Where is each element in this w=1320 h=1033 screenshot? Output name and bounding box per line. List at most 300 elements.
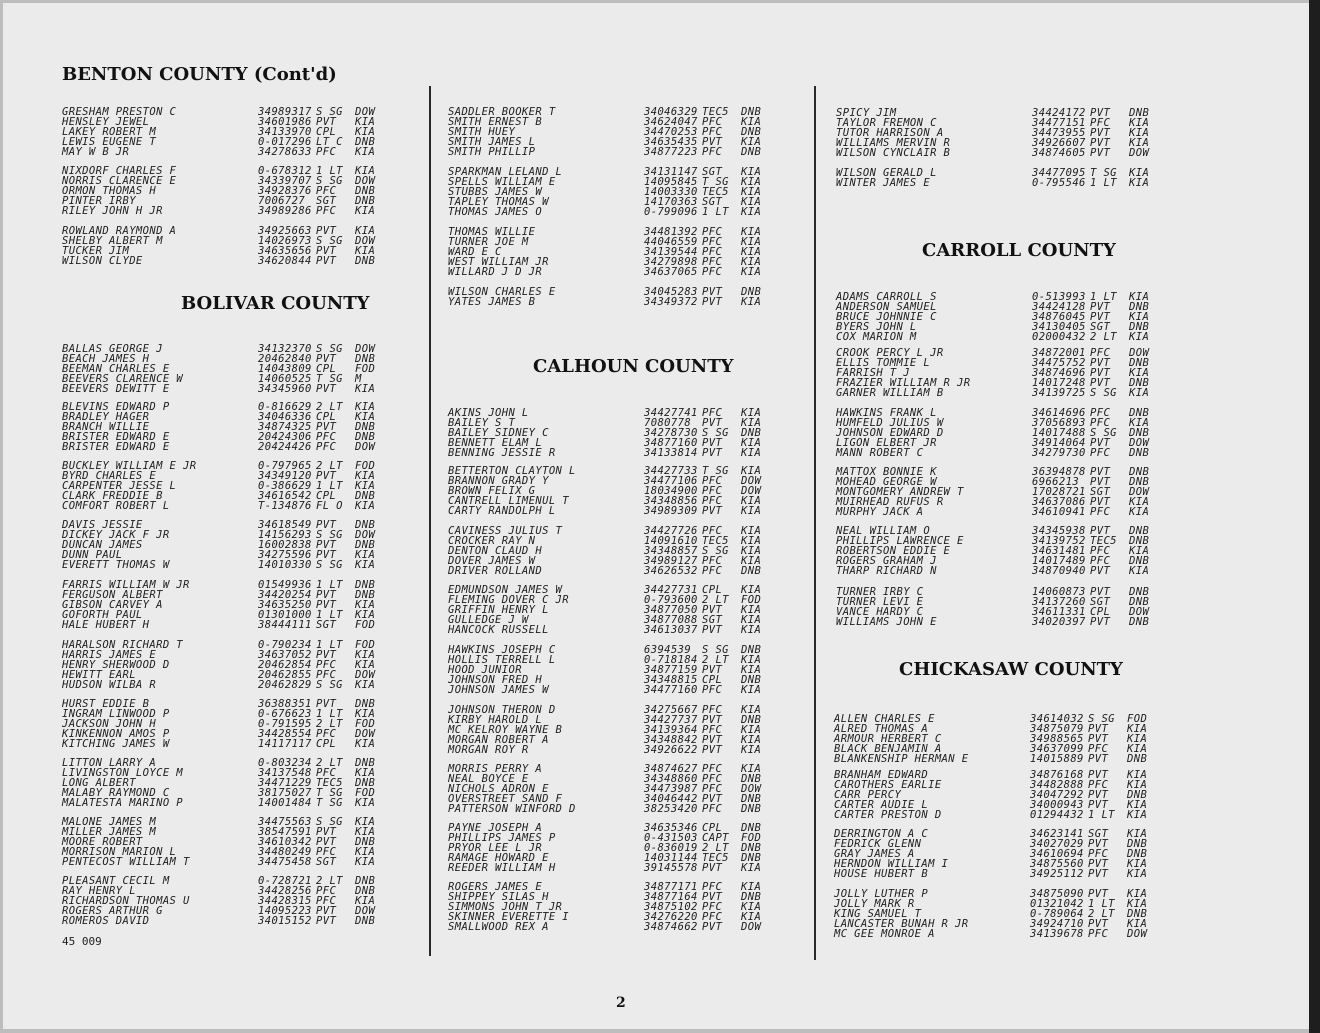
roster-rank: PFC	[316, 669, 337, 681]
roster-serial: 20424426	[258, 441, 312, 453]
roster-rank: PVT	[702, 734, 723, 746]
roster-serial: 34477151	[1032, 117, 1086, 129]
roster-serial: 34872001	[1032, 347, 1086, 359]
roster-status: KIA	[741, 186, 762, 198]
roster-name: HANCOCK RUSSELL	[448, 624, 549, 636]
roster-rank: PVT	[702, 793, 723, 805]
roster-serial: 7006727	[258, 195, 306, 207]
roster-name: WILSON CYNCLAIR B	[836, 147, 951, 159]
roster-serial: 0-728721	[258, 875, 312, 887]
section-title-carroll: CARROLL COUNTY	[922, 240, 1116, 261]
roster-rank: 1 LT	[316, 480, 343, 492]
roster-name: NICHOLS ADRON E	[448, 783, 549, 795]
roster-serial: 34139678	[1030, 928, 1084, 940]
roster-status: DNB	[1129, 107, 1150, 119]
roster-status: FOD	[741, 594, 762, 606]
roster-serial: 34877050	[644, 604, 698, 616]
roster-status: M	[355, 373, 362, 385]
roster-status: FOD	[1127, 713, 1148, 725]
roster-serial: 34046442	[644, 793, 698, 805]
roster-status: KIA	[1127, 809, 1148, 821]
roster-status: DNB	[1129, 555, 1150, 567]
roster-status: KIA	[1127, 868, 1148, 880]
roster-serial: 34279730	[1032, 447, 1086, 459]
roster-status: DOW	[355, 669, 376, 681]
roster-serial: 34877164	[644, 891, 698, 903]
roster-name: PHILLIPS LAWRENCE E	[836, 535, 964, 547]
roster-serial: 0-816629	[258, 401, 312, 413]
roster-serial: 34989127	[644, 555, 698, 567]
roster-name: BENNETT ELAM L	[448, 437, 543, 449]
roster-name: MOHEAD GEORGE W	[836, 476, 937, 488]
roster-status: KIA	[355, 480, 376, 492]
roster-rank: S SG	[316, 679, 343, 691]
roster-serial: 38253420	[644, 803, 698, 815]
roster-serial: 0-676623	[258, 708, 312, 720]
roster-name: TUCKER JIM	[62, 245, 130, 257]
roster-name: LIVINGSTON LOYCE M	[62, 767, 183, 779]
roster-status: DNB	[355, 490, 376, 502]
roster-rank: S SG	[316, 175, 343, 187]
roster-serial: 34610694	[1030, 848, 1084, 860]
roster-status: KIA	[741, 256, 762, 268]
roster-status: KIA	[741, 911, 762, 923]
roster-name: HEWITT EARL	[62, 669, 136, 681]
roster-serial: 34611331	[1032, 606, 1086, 618]
roster-rank: 1 LT	[1090, 291, 1117, 303]
roster-serial: 34339707	[258, 175, 312, 187]
roster-status: KIA	[741, 176, 762, 188]
roster-serial: 14017489	[1032, 555, 1086, 567]
roster-name: ROGERS ARTHUR G	[62, 905, 163, 917]
roster-name: ROGERS GRAHAM J	[836, 555, 937, 567]
roster-name: GIBSON CARVEY A	[62, 599, 163, 611]
roster-name: MOORE ROBERT	[62, 836, 143, 848]
roster-status: KIA	[741, 654, 762, 666]
roster-status: KIA	[741, 465, 762, 477]
roster-serial: 0-793600	[644, 594, 698, 606]
roster-rank: PVT	[702, 604, 723, 616]
roster-rank: PFC	[702, 226, 723, 238]
roster-name: GOFORTH PAUL	[62, 609, 143, 621]
roster-name: ROWLAND RAYMOND A	[62, 225, 177, 237]
roster-name: MORGAN ROY R	[448, 744, 529, 756]
roster-rank: PVT	[1090, 616, 1111, 628]
roster-rank: PVT	[702, 664, 723, 676]
roster-name: STUBBS JAMES W	[448, 186, 543, 198]
roster-name: COX MARION M	[836, 331, 917, 343]
roster-status: KIA	[741, 744, 762, 756]
roster-rank: PFC	[1088, 928, 1109, 940]
roster-name: PHILLIPS JAMES P	[448, 832, 556, 844]
roster-rank: PVT	[1090, 357, 1111, 369]
roster-serial: 34877223	[644, 146, 698, 158]
roster-name: SPELLS WILLIAM E	[448, 176, 556, 188]
roster-status: KIA	[355, 470, 376, 482]
roster-name: HARRIS JAMES E	[62, 649, 157, 661]
roster-serial: 14060873	[1032, 586, 1086, 598]
roster-status: DNB	[741, 146, 762, 158]
roster-serial: 34471229	[258, 777, 312, 789]
roster-serial: 37056893	[1032, 417, 1086, 429]
roster-name: KINKENNON AMOS P	[62, 728, 170, 740]
roster-name: MORRIS PERRY A	[448, 763, 543, 775]
roster-name: MC GEE MONROE A	[834, 928, 935, 940]
roster-name: JOHNSON EDWARD D	[836, 427, 944, 439]
roster-rank: PFC	[702, 565, 723, 577]
roster-rank: CPL	[702, 674, 723, 686]
roster-serial: 01301000	[258, 609, 312, 621]
roster-serial: 34139364	[644, 724, 698, 736]
roster-serial: 34473955	[1032, 127, 1086, 139]
roster-status: KIA	[741, 437, 762, 449]
roster-serial: 34925112	[1030, 868, 1084, 880]
roster-status: KIA	[741, 226, 762, 238]
roster-status: DNB	[741, 822, 762, 834]
roster-name: DUNN PAUL	[62, 549, 123, 561]
roster-rank: 2 LT	[702, 594, 729, 606]
roster-status: DOW	[1129, 606, 1150, 618]
roster-serial: 14095845	[644, 176, 698, 188]
roster-name: MATTOX BONNIE K	[836, 466, 937, 478]
roster-name: WILSON CHARLES E	[448, 286, 556, 298]
roster-name: ELLIS TOMMIE L	[836, 357, 931, 369]
roster-serial: 34876168	[1030, 769, 1084, 781]
roster-name: HOOD JUNIOR	[448, 664, 522, 676]
roster-status: KIA	[741, 495, 762, 507]
roster-serial: 34610941	[1032, 506, 1086, 518]
roster-name: JOLLY LUTHER P	[834, 888, 929, 900]
roster-status: DNB	[1127, 848, 1148, 860]
roster-rank: SGT	[316, 195, 337, 207]
roster-serial: 14043809	[258, 363, 312, 375]
roster-name: BAILEY SIDNEY C	[448, 427, 549, 439]
roster-status: KIA	[741, 196, 762, 208]
roster-name: LANCASTER BUNAH R JR	[834, 918, 969, 930]
roster-status: KIA	[741, 624, 762, 636]
roster-serial: 7080778	[644, 417, 692, 429]
roster-rank: S SG	[316, 559, 343, 571]
roster-status: DNB	[1129, 525, 1150, 537]
roster-name: HERNDON WILLIAM I	[834, 858, 949, 870]
roster-name: EVERETT THOMAS W	[62, 559, 170, 571]
roster-rank: PVT	[316, 353, 337, 365]
roster-status: DNB	[355, 915, 376, 927]
roster-serial: 34989317	[258, 106, 312, 118]
roster-status: KIA	[355, 146, 376, 158]
roster-name: PLEASANT CECIL M	[62, 875, 170, 887]
roster-serial: 20462829	[258, 679, 312, 691]
roster-status: KIA	[741, 881, 762, 893]
roster-status: KIA	[741, 734, 762, 746]
roster-status: DNB	[1129, 427, 1150, 439]
roster-name: SKINNER EVERETTE I	[448, 911, 569, 923]
roster-serial: 34139752	[1032, 535, 1086, 547]
roster-serial: 14015889	[1030, 753, 1084, 765]
roster-name: RAY HENRY L	[62, 885, 136, 897]
roster-name: BAILEY S T	[448, 417, 516, 429]
section-title-chickasaw: CHICKASAW COUNTY	[899, 659, 1123, 680]
roster-name: BUCKLEY WILLIAM E JR	[62, 460, 197, 472]
roster-status: DNB	[1129, 476, 1150, 488]
roster-rank: PFC	[702, 246, 723, 258]
roster-status: DNB	[741, 773, 762, 785]
roster-serial: 34139544	[644, 246, 698, 258]
roster-serial: T-134876	[258, 500, 312, 512]
roster-name: OVERSTREET SAND F	[448, 793, 563, 805]
roster-rank: PFC	[1088, 779, 1109, 791]
roster-rank: SGT	[316, 619, 337, 631]
roster-serial: 34477160	[644, 684, 698, 696]
roster-rank: PVT	[1090, 466, 1111, 478]
roster-serial: 34618549	[258, 519, 312, 531]
roster-serial: 34926622	[644, 744, 698, 756]
roster-status: DNB	[355, 836, 376, 848]
roster-serial: 34480249	[258, 846, 312, 858]
roster-name: HAWKINS JOSEPH C	[448, 644, 556, 656]
roster-serial: 34427733	[644, 465, 698, 477]
roster-rank: PVT	[316, 383, 337, 395]
roster-status: KIA	[355, 116, 376, 128]
roster-serial: 34614032	[1030, 713, 1084, 725]
roster-serial: 0-797965	[258, 460, 312, 472]
roster-rank: PFC	[316, 846, 337, 858]
roster-name: RAMAGE HOWARD E	[448, 852, 549, 864]
roster-rank: T SG	[316, 787, 343, 799]
roster-status: DOW	[741, 475, 762, 487]
roster-rank: PVT	[1088, 799, 1109, 811]
roster-rank: PVT	[316, 836, 337, 848]
roster-serial: 34624047	[644, 116, 698, 128]
roster-rank: PVT	[702, 417, 723, 429]
roster-rank: PVT	[316, 225, 337, 237]
roster-name: FRAZIER WILLIAM R JR	[836, 377, 971, 389]
roster-rank: T SG	[1090, 167, 1117, 179]
roster-status: DNB	[1129, 321, 1150, 333]
roster-rank: PFC	[316, 146, 337, 158]
roster-status: DNB	[355, 757, 376, 769]
roster-serial: 34130405	[1032, 321, 1086, 333]
roster-status: DNB	[741, 674, 762, 686]
roster-serial: 17028721	[1032, 486, 1086, 498]
roster-serial: 34635250	[258, 599, 312, 611]
roster-name: MILLER JAMES M	[62, 826, 157, 838]
roster-name: SHELBY ALBERT M	[62, 235, 163, 247]
roster-serial: 14091610	[644, 535, 698, 547]
roster-status: KIA	[355, 649, 376, 661]
roster-rank: 2 LT	[316, 401, 343, 413]
roster-serial: 34139725	[1032, 387, 1086, 399]
roster-status: KIA	[741, 724, 762, 736]
roster-status: KIA	[355, 549, 376, 561]
roster-serial: 34601986	[258, 116, 312, 128]
roster-serial: 34475563	[258, 816, 312, 828]
roster-rank: PFC	[702, 116, 723, 128]
roster-status: FOD	[355, 460, 376, 472]
roster-status: KIA	[741, 535, 762, 547]
roster-status: DOW	[1127, 928, 1148, 940]
roster-name: GRIFFIN HENRY L	[448, 604, 549, 616]
roster-rank: PFC	[316, 885, 337, 897]
roster-serial: 34279898	[644, 256, 698, 268]
roster-rank: PVT	[316, 649, 337, 661]
roster-rank: PVT	[702, 624, 723, 636]
roster-status: KIA	[355, 856, 376, 868]
roster-serial: 34877160	[644, 437, 698, 449]
roster-name: SADDLER BOOKER T	[448, 106, 556, 118]
roster-status: KIA	[355, 411, 376, 423]
roster-status: DOW	[1129, 437, 1150, 449]
roster-serial: 34481392	[644, 226, 698, 238]
roster-rank: PVT	[1088, 838, 1109, 850]
roster-name: REEDER WILLIAM H	[448, 862, 556, 874]
roster-status: DNB	[1129, 447, 1150, 459]
roster-serial: 34427726	[644, 525, 698, 537]
roster-name: MORRISON MARION L	[62, 846, 177, 858]
roster-name: DUNCAN JAMES	[62, 539, 143, 551]
roster-name: INGRAM LINWOOD P	[62, 708, 170, 720]
roster-status: DNB	[741, 714, 762, 726]
roster-serial: 34637086	[1032, 496, 1086, 508]
roster-serial: 34870940	[1032, 565, 1086, 577]
roster-rank: SGT	[702, 614, 723, 626]
roster-rank: PVT	[1088, 888, 1109, 900]
roster-status: KIA	[741, 604, 762, 616]
roster-rank: CPL	[316, 126, 337, 138]
roster-name: BROWN FELIX G	[448, 485, 536, 497]
roster-name: DENTON CLAUD H	[448, 545, 543, 557]
roster-serial: 14017488	[1032, 427, 1086, 439]
roster-rank: PVT	[702, 447, 723, 459]
roster-rank: S SG	[1090, 427, 1117, 439]
roster-name: PINTER IRBY	[62, 195, 136, 207]
roster-serial: 34137548	[258, 767, 312, 779]
roster-status: FOD	[355, 787, 376, 799]
roster-rank: PVT	[1088, 918, 1109, 930]
roster-status: KIA	[355, 895, 376, 907]
roster-serial: 14060525	[258, 373, 312, 385]
roster-serial: 0-017296	[258, 136, 312, 148]
roster-serial: 34626532	[644, 565, 698, 577]
roster-serial: 34637099	[1030, 743, 1084, 755]
roster-name: BRADLEY HAGER	[62, 411, 150, 423]
roster-rank: PFC	[702, 475, 723, 487]
roster-serial: 34623141	[1030, 828, 1084, 840]
roster-serial: 14095223	[258, 905, 312, 917]
roster-rank: PFC	[1090, 506, 1111, 518]
roster-serial: 34345960	[258, 383, 312, 395]
roster-name: THARP RICHARD N	[836, 565, 937, 577]
roster-serial: 01294432	[1030, 809, 1084, 821]
roster-status: KIA	[1129, 565, 1150, 577]
roster-rank: PFC	[702, 783, 723, 795]
roster-rank: PFC	[1090, 407, 1111, 419]
roster-rank: SGT	[316, 856, 337, 868]
roster-status: KIA	[741, 236, 762, 248]
roster-rank: SGT	[702, 196, 723, 208]
roster-serial: 14031144	[644, 852, 698, 864]
roster-name: WILSON GERALD L	[836, 167, 937, 179]
roster-status: DNB	[355, 255, 376, 267]
roster-serial: 34989286	[258, 205, 312, 217]
roster-rank: CPL	[1090, 606, 1111, 618]
roster-serial: 34614696	[1032, 407, 1086, 419]
roster-rank: CPL	[316, 363, 337, 375]
roster-status: DNB	[741, 106, 762, 118]
roster-status: DNB	[741, 852, 762, 864]
roster-status: KIA	[741, 704, 762, 716]
roster-name: JOHNSON THERON D	[448, 704, 556, 716]
roster-serial: 14001484	[258, 797, 312, 809]
roster-rank: S SG	[316, 529, 343, 541]
roster-status: DOW	[355, 106, 376, 118]
roster-status: DOW	[1129, 347, 1150, 359]
roster-rank: PVT	[702, 921, 723, 933]
roster-name: CARPENTER JESSE L	[62, 480, 177, 492]
roster-name: JOHNSON FRED H	[448, 674, 543, 686]
roster-name: BYERS JOHN L	[836, 321, 917, 333]
roster-status: FOD	[355, 619, 376, 631]
section-title-bolivar: BOLIVAR COUNTY	[181, 293, 370, 314]
roster-status: KIA	[741, 136, 762, 148]
roster-rank: PFC	[702, 911, 723, 923]
roster-name: NORRIS CLARENCE E	[62, 175, 177, 187]
roster-rank: PFC	[702, 485, 723, 497]
roster-status: KIA	[355, 205, 376, 217]
roster-name: SMITH ERNEST B	[448, 116, 543, 128]
roster-name: PENTECOST WILLIAM T	[62, 856, 190, 868]
roster-status: DNB	[1129, 616, 1150, 628]
roster-serial: 34635346	[644, 822, 698, 834]
roster-rank: TEC5	[702, 852, 729, 864]
roster-serial: 34424128	[1032, 301, 1086, 313]
roster-rank: S SG	[316, 343, 343, 355]
roster-name: HAWKINS FRANK L	[836, 407, 937, 419]
roster-serial: 38175027	[258, 787, 312, 799]
roster-status: KIA	[1127, 858, 1148, 870]
roster-rank: PVT	[702, 505, 723, 517]
roster-name: SHIPPEY SILAS H	[448, 891, 549, 903]
roster-status: DOW	[1129, 147, 1150, 159]
roster-serial: 34613037	[644, 624, 698, 636]
roster-name: TURNER LEVI E	[836, 596, 924, 608]
roster-serial: 0-789064	[1030, 908, 1084, 920]
roster-rank: CPL	[702, 822, 723, 834]
roster-name: GRAY JAMES A	[834, 848, 915, 860]
roster-status: KIA	[355, 126, 376, 138]
roster-status: KIA	[741, 684, 762, 696]
roster-serial: 34877171	[644, 881, 698, 893]
roster-serial: 36388351	[258, 698, 312, 710]
roster-serial: 34027029	[1030, 838, 1084, 850]
roster-rank: PFC	[1090, 447, 1111, 459]
roster-rank: PFC	[702, 881, 723, 893]
roster-serial: 6394539	[644, 644, 692, 656]
roster-serial: 14017248	[1032, 377, 1086, 389]
roster-rank: PFC	[702, 495, 723, 507]
roster-status: DNB	[1127, 753, 1148, 765]
roster-serial: 34874662	[644, 921, 698, 933]
roster-name: MORGAN ROBERT A	[448, 734, 549, 746]
roster-serial: 01321042	[1030, 898, 1084, 910]
roster-name: NEAL WILLIAM O	[836, 525, 931, 537]
roster-serial: 20462854	[258, 659, 312, 671]
roster-status: KIA	[1129, 291, 1150, 303]
roster-status: KIA	[741, 862, 762, 874]
roster-status: KIA	[1127, 779, 1148, 791]
roster-serial: 34610342	[258, 836, 312, 848]
roster-rank: PVT	[1088, 868, 1109, 880]
